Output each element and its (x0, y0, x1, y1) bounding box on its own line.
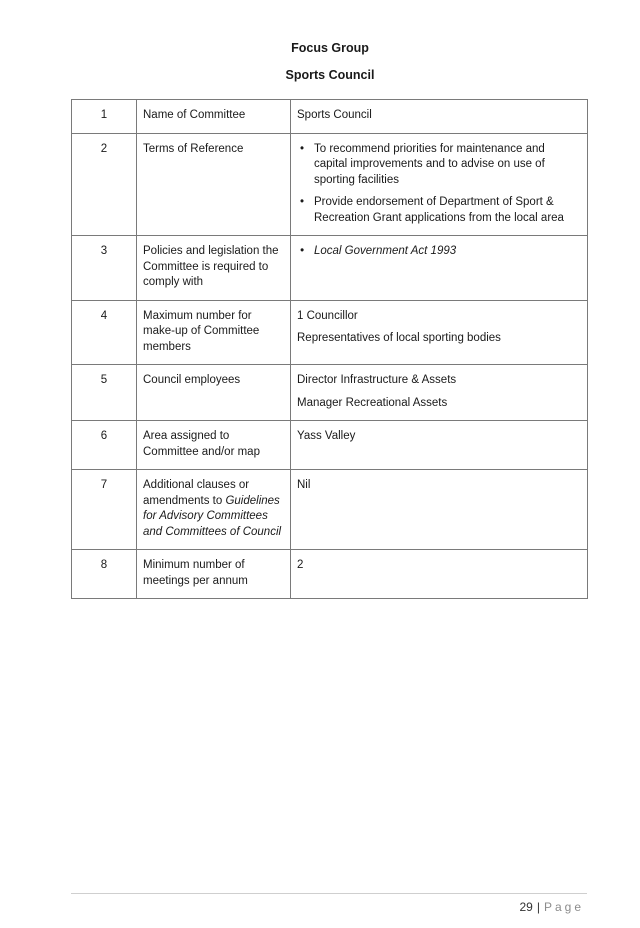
row-label: Area assigned to Committee and/or map (137, 421, 291, 470)
row-label (137, 470, 291, 550)
row-label-text: Additional clauses or amendments to (143, 479, 250, 507)
row-label: Council employees (137, 365, 291, 421)
row-value: 2 (291, 550, 588, 599)
row-value: Yass Valley (291, 421, 588, 470)
row-label: Minimum number of meetings per annum (137, 550, 291, 599)
page-title: Focus Group (291, 41, 369, 55)
table-row (72, 421, 588, 470)
row-value (291, 365, 588, 421)
list-item: • To recommend priorities for maintenance and capital improvements and to advise on use of sporting facilities (297, 142, 581, 189)
committee-table (71, 99, 588, 599)
row-label: Terms of Reference (137, 133, 291, 236)
table-row (72, 470, 588, 550)
value-line: Director Infrastructure & Assets (297, 374, 457, 386)
table-row (72, 133, 588, 236)
row-number: 3 (72, 236, 137, 301)
page-subtitle: Sports Council (285, 68, 375, 82)
row-label: Policies and legislation the Committee is required to comply with (137, 236, 291, 301)
row-value (291, 236, 588, 301)
footer-separator: | (536, 900, 540, 914)
row-value (291, 300, 588, 365)
row-label-italic: Guidelines for Advisory Committees and Committees of Council (143, 494, 282, 538)
table-row (72, 550, 588, 599)
row-value: Nil (291, 470, 588, 550)
table-row (72, 365, 588, 421)
list-item: • Provide endorsement of Department of Sport & Recreation Grant applications from the local area (297, 195, 581, 226)
bullet-list (297, 244, 581, 260)
table-row (72, 236, 588, 301)
page-footer (519, 900, 584, 914)
row-label: Maximum number for make-up of Committee members (137, 300, 291, 365)
row-number: 2 (72, 133, 137, 236)
table-row (72, 300, 588, 365)
row-number: 8 (72, 550, 137, 599)
row-number: 6 (72, 421, 137, 470)
row-value (291, 133, 588, 236)
value-line: Manager Recreational Assets (297, 396, 448, 409)
page-word: Page (543, 900, 584, 914)
footer-divider (71, 893, 587, 894)
bullet-list (297, 142, 581, 227)
value-line: Representatives of local sporting bodies (297, 332, 501, 344)
row-value: Sports Council (291, 100, 588, 134)
table-row (72, 100, 588, 134)
row-number: 5 (72, 365, 137, 421)
row-number: 1 (72, 100, 137, 134)
value-line: 1 Councillor (297, 309, 358, 322)
list-item: • Local Government Act 1993 (297, 244, 581, 260)
row-number: 7 (72, 470, 137, 550)
page-number: 29 (519, 900, 533, 914)
row-label: Name of Committee (137, 100, 291, 134)
row-number: 4 (72, 300, 137, 365)
